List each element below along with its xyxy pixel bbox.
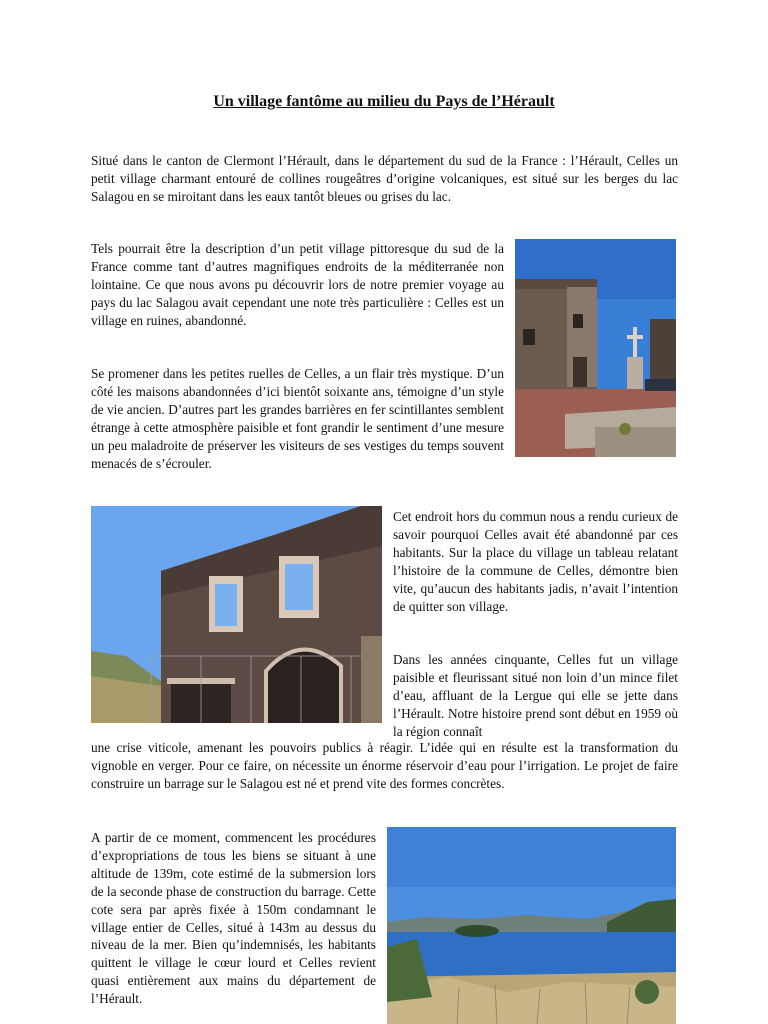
- photo-church-cross: [515, 239, 676, 457]
- photo-ruined-house: [91, 506, 382, 723]
- photo-lake-salagou: [387, 827, 676, 1024]
- paragraph-intro: Situé dans le canton de Clermont l’Hérault, dans le département du sud de la France : l’Hérault, Celles un petit village charmant entouré de collines rougeâtres d’origine volcaniques, est situé sur les berges du lac Salagou en se miroitant dans les eaux tantôt bleues ou grises du lac.: [91, 153, 678, 204]
- document-title: Un village fantôme au milieu du Pays de l’Hérault: [213, 93, 555, 110]
- paragraph-fifties: Dans les années cinquante, Celles fut un village paisible et fleurissant situé non loin d’un mince filet d’eau, affluant de la Lergue qui elle se jette dans l’Hérault. Notre histoire prend sont début en 1959 où la région connaît: [393, 652, 678, 739]
- paragraph-curiosity: Cet endroit hors du commun nous a rendu curieux de savoir pourquoi Celles avait été abandonné par ces habitants. Sur la place du village un tableau relatant l’histoire de la commune de Celles, démontre bien vite, qu’aucun des habitants jadis, n’avait l’intention de quitter son village.: [393, 509, 678, 614]
- paragraph-walk: Se promener dans les petites ruelles de Celles, a un flair très mystique. D’un côté les maisons abandonnées d’ici bientôt soixante ans, témoigne d’un style de vie ancien. D’autres part les grandes barrières en fer scintillantes semblent étrange à cette atmosphère paisible et font grandir le sentiment d’une mesure un peu maladroite de préserver les visiteurs de ses vestiges du temps souvent menacés de s’écrouler.: [91, 366, 504, 471]
- paragraph-description: Tels pourrait être la description d’un petit village pittoresque du sud de la France comme tant d’autres magnifiques endroits de la méditerranée non lointaine. Ce que nous avons pu découvrir lors de notre premier voyage au pays du lac Salagou avait cependant une note très particulière : Celles est un village en ruines, abandonné.: [91, 241, 504, 328]
- paragraph-crisis: une crise viticole, amenant les pouvoirs publics à réagir. L’idée qui en résulte est la transformation du vignoble en verger. Pour ce faire, on nécessite un énorme réservoir d’eau pour l’irrigation. Le projet de faire construire un barrage sur le Salagou est né et prend vite des formes concrètes.: [91, 740, 678, 791]
- paragraph-expropriation: A partir de ce moment, commencent les procédures d’expropriations de tous les biens se situant à une altitude de 139m, cote estimé de la submersion lors de la seconde phase de construction du barrage. Cette cote sera par après fixée à 150m condamnant le village entier de Celles, situé à 143m au dessus du niveau de la mer. Bien qu’indemnisés, les habitants quittent le village le cœur lourd et Celles revient quasi entièrement aux mains du département de l’Hérault.: [91, 830, 376, 1007]
